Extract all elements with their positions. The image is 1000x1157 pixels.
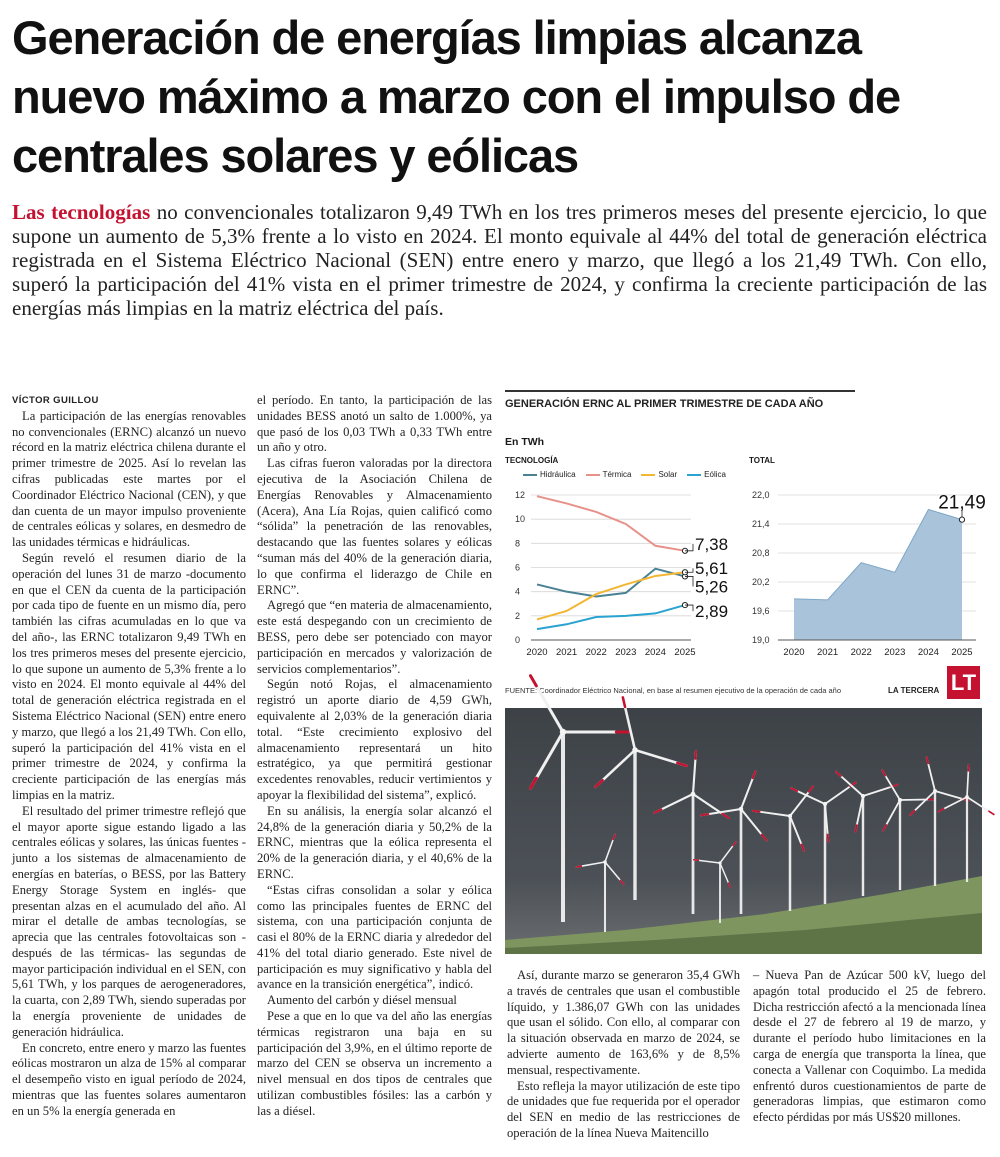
body-paragraph: En concreto, entre enero y marzo las fuentes eólicas mostraron un alza de 15% al comparar el desempeño visto en igual período de 2024, mientras que las fuentes solares aumentaron en un 5% la energía generada en xyxy=(12,1040,246,1118)
body-paragraph: Esto refleja la mayor utilización de este tipo de unidades que fue requerida por el operador del SEN en medio de las restricciones de operación de la línea Nueva Maitencillo xyxy=(507,1078,740,1140)
y-tick-label: 2 xyxy=(515,610,521,621)
end-value-label: 7,38 xyxy=(695,534,729,554)
chart-top-rule xyxy=(505,390,855,392)
turbine-hub xyxy=(898,798,902,802)
turbine-hub xyxy=(823,802,827,806)
legend-swatch xyxy=(523,474,537,476)
end-value-label: 5,26 xyxy=(695,577,729,597)
legend-swatch xyxy=(687,474,701,476)
series-line-hidráulica xyxy=(537,569,685,597)
end-value-label: 2,89 xyxy=(695,602,729,622)
chart-source: FUENTE: Coordinador Eléctrico Nacional, en base al resumen ejecutivo de la operación de cada año xyxy=(505,686,842,695)
turbine-hub xyxy=(560,729,566,735)
body-column-1 xyxy=(12,393,246,1120)
series-line-térmica xyxy=(537,496,685,551)
headline: Generación de energías limpias alcanza nuevo máximo a marzo con el impulso de centrales solares y eólicas xyxy=(12,11,900,182)
legend-swatch xyxy=(586,474,600,476)
end-value-label: 5,61 xyxy=(695,559,729,579)
y-tick-label: 4 xyxy=(515,586,521,597)
wind-turbines-photo xyxy=(505,708,982,954)
body-paragraph: Según reveló el resumen diario de la operación del lunes 31 de marzo -documento en que el CEN da cuenta de la participación por cada tipo de fuente en un mismo día, pero también las cifras acumuladas en lo que va del año-, las ERNC totalizaron 9,49 TWh en los tres primeros meses del presente ejercicio, lo que supone un aumento de 5,3% frente a lo visto en 2024. El monto equivale al 44% del total de generación eléctrica registrada en el Sistema Eléctrico Nacional (SEN) entre enero y marzo, que llegó a los 21,49 TWh. Con ello, superó la participación del 41% vista en el primer trimestre de 2024, y confirma la creciente participación de las energías más limpias en la matriz. xyxy=(12,550,246,802)
turbine-hub xyxy=(718,861,721,864)
body-paragraph: En su análisis, la energía solar alcanzó el 24,8% de la generación diaria y 50,2% de la ERNC, mientras que la eólica representa el 20% de la generación diaria, y el 40,6% de la ERNC. xyxy=(257,803,492,881)
turbine-hub xyxy=(933,789,937,793)
y-tick-label: 0 xyxy=(515,635,521,645)
body-paragraph: el período. En tanto, la participación de las unidades BESS anotó un salto de 1.000%, ya que pasó de los 0,03 TWh a 0,33 TWh entre un año y otro. xyxy=(257,393,492,455)
series-line-solar xyxy=(537,572,685,619)
legend-swatch xyxy=(641,474,655,476)
body-paragraph: Según notó Rojas, el almacenamiento registró un aporte diario de 4,59 GWh, equivalente al 2,03% de la generación diaria total. “Este crecimiento explosivo del almacenamiento representará un hito estratégico, ya que permitirá gestionar excedentes renovables, reducir vertimientos y apoyar la flexibilidad del sistema”, explicó. xyxy=(257,677,492,802)
chart-1-title: TECNOLOGÍA xyxy=(505,456,559,465)
lead-text: no convencionales totalizaron 9,49 TWh en los tres primeros meses del presente ejercicio, lo que supone un aumento de 5,3% frente a lo visto en 2024. El monto equivale al 44% del total de generación eléctrica registrada en el Sistema Eléctrico Nacional (SEN) entre enero y marzo, que llegó a los 21,49 TWh. Con ello, superó la participación del 41% vista en el primer trimestre de 2024, y confirma la creciente participación de las energías más limpias en la matriz eléctrica del país. xyxy=(12,200,987,320)
legend-item xyxy=(687,470,726,479)
y-tick-label: 12 xyxy=(515,490,526,500)
turbine-blade-tip xyxy=(694,860,699,861)
body-column-2 xyxy=(257,393,492,1120)
turbine-blade-tip xyxy=(695,751,696,759)
legend-label: Solar xyxy=(658,470,678,479)
x-tick-label: 2025 xyxy=(674,647,696,658)
x-tick-label: 2021 xyxy=(556,647,578,658)
byline: VÍCTOR GUILLOU xyxy=(12,395,99,406)
x-tick-label: 2020 xyxy=(783,647,805,658)
chart-2-title: TOTAL xyxy=(749,456,775,465)
body-paragraph: – Nueva Pan de Azúcar 500 kV, luego del apagón total producido el 25 de febrero. Dicha restricción afectó a la mencionada línea desde el 27 de febrero al 19 de marzo, y durante el período hubo limitaciones en la carga de energía que transporta la línea, que conecta a Vallenar con Coquimbo. La medida enfrentó duros cuestionamientos de parte de generadoras limpias, que estimaron como efecto pérdidas por más US$20 millones. xyxy=(753,968,986,1125)
chart-unit: En TWh xyxy=(505,436,545,448)
legend-item xyxy=(523,470,576,479)
series-line-eólica xyxy=(537,605,685,629)
turbine-hub xyxy=(603,860,607,864)
body-paragraph: Las cifras fueron valoradas por la directora ejecutiva de la Asociación Chilena de Energías Renovables y Almacenamiento (Acera), Ana Lía Rojas, quien calificó como “sólida” la penetración de las renovables, destacando que las fuentes solares y eólicas “suman más del 40% de la generación diaria, lo que confirma el liderazgo de Chile en ERNC”. xyxy=(257,456,492,597)
lead-kicker: Las tecnologías xyxy=(12,200,151,224)
legend-label: Eólica xyxy=(704,470,726,479)
x-tick-label: 2022 xyxy=(850,647,872,658)
chart-legend xyxy=(523,470,726,479)
body-paragraph: El resultado del primer trimestre reflejó que el mayor aporte sigue estando ligado a las centrales eólicas y solares, las únicas fuentes -junto a los sistemas de almacenamiento de energías en baterías, o BESS, por las Battery Energy Storage System en inglés- que presentan alzas en el acumulado del año. Al mirar el detalle de ambas tecnologías, se aprecia que las centrales fotovoltaicas son -después de las térmicas- las segundas de mayor participación individual en el SEN, con 5,61 TWh, y los parques de aerogeneradores, la cuarta, con 2,89 TWh, siendo superadas por la energía proveniente de unidades de generación hidráulica. xyxy=(12,803,246,1039)
turbine-hub xyxy=(965,795,969,799)
turbine-blade-tip xyxy=(576,866,581,867)
technology-line-chart xyxy=(505,485,735,675)
x-tick-label: 2022 xyxy=(585,647,607,658)
chart-panel-title: GENERACIÓN ERNC AL PRIMER TRIMESTRE DE CADA AÑO xyxy=(505,398,824,410)
chart-panel xyxy=(505,390,988,702)
y-tick-label: 21,4 xyxy=(752,519,770,529)
subheading: Aumento del carbón y diésel mensual xyxy=(267,993,457,1008)
turbine-hub xyxy=(788,814,792,818)
legend-label: Hidráulica xyxy=(540,470,576,479)
y-tick-label: 10 xyxy=(515,514,526,525)
legend-item xyxy=(641,470,677,479)
x-tick-label: 2024 xyxy=(644,647,666,658)
wind-turbines-illustration xyxy=(505,708,982,954)
end-value-label: 21,49 xyxy=(938,492,986,514)
total-area-chart xyxy=(748,485,986,675)
body-paragraph: “Estas cifras consolidan a solar y eólica como las principales fuentes de ERNC del sistema, con una participación conjunta de casi el 80% de la ERNC diaria y alrededor del 41% del total diario generado. Este nivel de participación es muy significativo y habla del avance en la transición energética”, indicó. xyxy=(257,882,492,992)
turbine-blade-tip xyxy=(828,835,829,842)
y-tick-label: 6 xyxy=(515,562,521,573)
x-tick-label: 2025 xyxy=(951,647,973,658)
y-tick-label: 19,6 xyxy=(752,606,770,616)
turbine-blade-tip xyxy=(753,811,760,812)
y-tick-label: 22,0 xyxy=(752,490,770,500)
y-tick-label: 20,2 xyxy=(752,577,770,587)
total-area xyxy=(794,510,962,641)
body-paragraph: Así, durante marzo se generaron 35,4 GWh a través de centrales que usan el combustible líquido, y 1.386,07 GWh con las unidades que usan el sólido. Con ello, al comparar con la situación observada en marzo de 2024, se advierte aumento de 163,6% y de 8,5% mensual, respectivamente. xyxy=(507,968,740,1077)
body-paragraph: La participación de las energías renovables no convencionales (ERNC) alcanzó un nuevo récord en la matriz eléctrica chilena durante el primer trimestre de 2025. Así lo revelan las cifras publicadas este martes por el Coordinador Eléctrico Nacional (CEN), y que dan cuenta de un mayor impulso proveniente de centrales eólicas y solares, en desmedro de las unidades térmicas e hidráulicas. xyxy=(12,408,246,550)
lead-paragraph xyxy=(12,200,987,320)
body-paragraph: Agregó que “en materia de almacenamiento, este está despegando con un crecimiento de BESS, pero debe ser potenciado con mayor participación en mercados y valorización de servicios complementarios”. xyxy=(257,598,492,676)
turbine-hub xyxy=(691,792,696,797)
turbine-hub xyxy=(739,807,743,811)
turbine-blade-tip xyxy=(989,811,994,814)
legend-item xyxy=(586,470,632,479)
turbine-hub xyxy=(632,747,638,753)
chart-brand: LA TERCERA xyxy=(888,686,940,695)
y-tick-label: 8 xyxy=(515,538,521,549)
legend-label: Térmica xyxy=(602,470,632,479)
la-tercera-logo: LT xyxy=(947,666,980,699)
x-tick-label: 2021 xyxy=(817,647,839,658)
body-column-4 xyxy=(753,968,986,1126)
x-tick-label: 2024 xyxy=(917,647,939,658)
data-point xyxy=(959,517,964,522)
body-paragraph: Pese a que en lo que va del año las energías térmicas registraron una baja en su participación del 3,9%, en el último reporte de marzo del CEN se observa un incremento a nivel mensual en dos tipos de centrales que utilizan combustibles fósiles: las a carbón y las a diésel. xyxy=(257,1009,492,1118)
x-tick-label: 2020 xyxy=(526,647,548,658)
x-tick-label: 2023 xyxy=(615,647,637,658)
y-tick-label: 19,0 xyxy=(752,635,770,645)
turbine-hub xyxy=(861,794,865,798)
body-column-3 xyxy=(507,968,740,1142)
y-tick-label: 20,8 xyxy=(752,548,770,558)
x-tick-label: 2023 xyxy=(884,647,906,658)
turbine-blade-tip xyxy=(701,814,708,815)
